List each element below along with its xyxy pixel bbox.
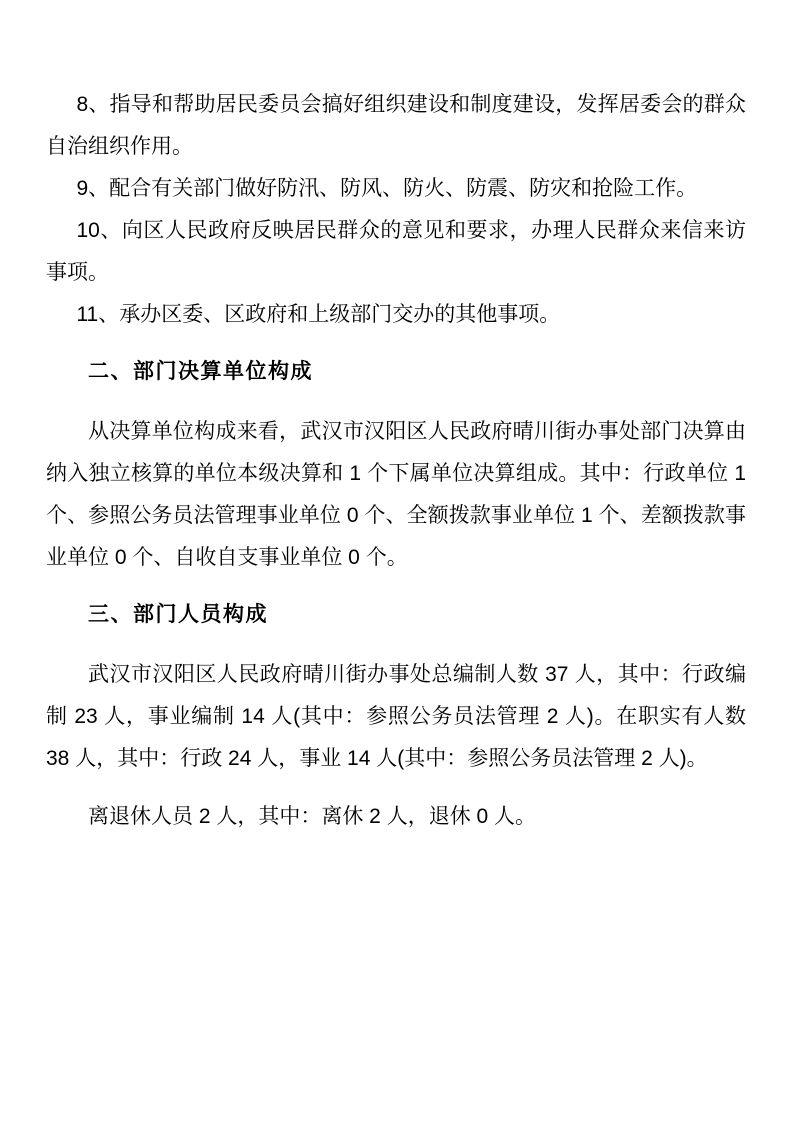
document-body (46, 84, 746, 838)
section-heading: 二、部门决算单位构成 (88, 360, 313, 383)
paragraph: 武汉市汉阳区人民政府晴川街办事处总编制人数 37 人，其中：行政编制 23 人，事业编制 14 人(其中：参照公务员法管理 2 人)。在职实有人数 38 人，其中：行政 24 人，事业 14 人(其中：参照公务员法管理 2 人)。 (46, 663, 746, 770)
paragraph: 11、承办区委、区政府和上级部门交办的其他事项。 (76, 303, 561, 326)
paragraph: 离退休人员 2 人，其中：离休 2 人，退休 0 人。 (88, 805, 537, 828)
paragraph: 10、向区人民政府反映居民群众的意见和要求，办理人民群众来信来访事项。 (46, 219, 746, 284)
section-heading: 三、部门人员构成 (88, 603, 268, 626)
paragraph: 9、配合有关部门做好防汛、防风、防火、防震、防灾和抢险工作。 (76, 177, 698, 200)
paragraph: 8、指导和帮助居民委员会搞好组织建设和制度建设，发挥居委会的群众自治组织作用。 (46, 93, 746, 158)
paragraph: 从决算单位构成来看，武汉市汉阳区人民政府晴川街办事处部门决算由纳入独立核算的单位本级决算和 1 个下属单位决算组成。其中：行政单位 1 个、参照公务员法管理事业单位 0 个、全额拨款事业单位 1 个、差额拨款事业单位 0 个、自收自支事业单位 0 个。 (46, 420, 746, 569)
